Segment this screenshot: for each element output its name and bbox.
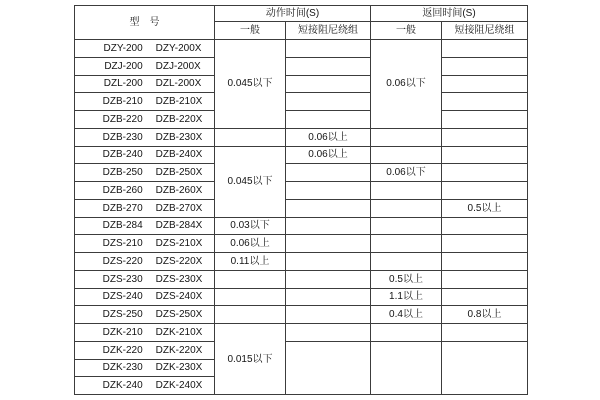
act-gen-value-cell: 0.015以下 [215,324,286,395]
model-code-x: DZS-240X [155,291,203,303]
model-cell [75,253,215,271]
ret-gen-value-cell [371,324,442,342]
model-code: DZS-230 [102,273,143,285]
model-code-x: DZK-230X [155,362,203,374]
ret-gen-value-cell [371,146,442,164]
ret-gen-value-cell [371,253,442,271]
col-header-action-general: 一般 [215,22,286,40]
model-code: DZB-240 [102,149,143,161]
col-header-action-time: 动作时间(S) [215,6,371,22]
act-damp-value-cell [286,93,371,111]
ret-gen-value-cell: 1.1以上 [371,288,442,306]
ret-gen-value-cell: 0.06以下 [371,40,442,129]
table-row [75,128,528,146]
model-code-x: DZB-250X [155,167,203,179]
act-gen-value-cell: 0.045以下 [215,146,286,217]
ret-damp-value-cell [442,235,528,253]
act-damp-value-cell [286,75,371,93]
act-damp-value-cell [286,270,371,288]
table-row [75,199,528,217]
ret-gen-value-cell: 0.06以下 [371,164,442,182]
model-cell [75,164,215,182]
act-damp-value-cell [286,288,371,306]
model-code: DZK-210 [102,326,143,338]
model-code: DZB-284 [102,220,143,232]
model-code: DZB-230 [102,131,143,143]
table-row [75,235,528,253]
ret-damp-value-cell [442,341,528,394]
relay-timing-table [74,5,528,395]
model-code: DZK-220 [102,344,143,356]
model-cell [75,128,215,146]
table-row [75,57,528,75]
ret-damp-value-cell [442,75,528,93]
model-code: DZK-230 [102,362,143,374]
ret-damp-value-cell [442,111,528,129]
col-header-return-damping: 短接阻尼绕组 [442,22,528,40]
model-code: DZB-250 [102,167,143,179]
model-cell [75,111,215,129]
model-cell [75,235,215,253]
model-code: DZK-240 [102,380,143,392]
ret-damp-value-cell [442,324,528,342]
col-header-model: 型 号 [75,6,215,40]
model-code: DZS-210 [102,238,143,250]
model-code: DZL-200 [103,78,143,90]
table-row [75,75,528,93]
model-code: DZJ-200 [104,60,143,72]
model-cell [75,199,215,217]
act-gen-value-cell: 0.11以上 [215,253,286,271]
ret-damp-value-cell [442,93,528,111]
act-damp-value-cell: 0.06以上 [286,128,371,146]
act-damp-value-cell [286,164,371,182]
model-code-x: DZS-250X [155,309,203,321]
act-damp-value-cell [286,111,371,129]
model-code-x: DZB-260X [155,184,203,196]
ret-damp-value-cell [442,253,528,271]
table-row [75,324,528,342]
model-code-x: DZS-230X [155,273,203,285]
ret-gen-value-cell [371,341,442,394]
model-code-x: DZL-200X [155,78,202,90]
model-cell [75,182,215,200]
ret-damp-value-cell [442,164,528,182]
act-damp-value-cell [286,57,371,75]
ret-damp-value-cell [442,57,528,75]
ret-gen-value-cell: 0.5以上 [371,270,442,288]
act-gen-value-cell [215,128,286,146]
table-row [75,270,528,288]
table-row [75,146,528,164]
model-code: DZB-270 [102,202,143,214]
act-damp-value-cell [286,217,371,235]
col-header-return-general: 一般 [371,22,442,40]
ret-gen-value-cell [371,199,442,217]
model-code-x: DZB-240X [155,149,203,161]
act-damp-value-cell [286,199,371,217]
ret-damp-value-cell [442,217,528,235]
model-cell [75,93,215,111]
model-cell [75,270,215,288]
col-header-action-damping: 短接阻尼绕组 [286,22,371,40]
ret-damp-value-cell [442,288,528,306]
table-row [75,288,528,306]
act-gen-value-cell [215,306,286,324]
ret-damp-value-cell [442,40,528,58]
act-damp-value-cell [286,324,371,342]
act-gen-value-cell: 0.03以下 [215,217,286,235]
ret-damp-value-cell [442,128,528,146]
model-cell [75,217,215,235]
act-damp-value-cell [286,341,371,394]
model-code: DZS-250 [102,309,143,321]
act-damp-value-cell [286,306,371,324]
header-row-groups [75,6,528,22]
model-cell [75,57,215,75]
ret-gen-value-cell [371,128,442,146]
ret-gen-value-cell [371,235,442,253]
model-code: DZS-240 [102,291,143,303]
table-row [75,341,528,359]
act-damp-value-cell: 0.06以上 [286,146,371,164]
model-cell [75,306,215,324]
model-code-x: DZB-270X [155,202,203,214]
act-damp-value-cell [286,253,371,271]
model-code: DZB-260 [102,184,143,196]
model-cell [75,324,215,342]
ret-damp-value-cell [442,182,528,200]
table-row [75,217,528,235]
model-code-x: DZS-210X [155,238,203,250]
model-cell [75,146,215,164]
ret-damp-value-cell: 0.8以上 [442,306,528,324]
act-gen-value-cell: 0.06以上 [215,235,286,253]
model-code-x: DZJ-200X [155,60,201,72]
model-code: DZB-220 [102,113,143,125]
model-code-x: DZY-200X [155,42,202,54]
table-row [75,40,528,58]
ret-gen-value-cell [371,182,442,200]
ret-damp-value-cell [442,146,528,164]
ret-damp-value-cell: 0.5以上 [442,199,528,217]
model-code-x: DZB-210X [155,96,203,108]
act-damp-value-cell [286,40,371,58]
model-code: DZY-200 [103,42,143,54]
act-damp-value-cell [286,235,371,253]
model-code: DZS-220 [102,255,143,267]
model-code-x: DZS-220X [155,255,203,267]
model-cell [75,377,215,395]
table-row [75,306,528,324]
ret-damp-value-cell [442,270,528,288]
model-code: DZB-210 [102,96,143,108]
model-cell [75,288,215,306]
table-row [75,93,528,111]
act-damp-value-cell [286,182,371,200]
model-cell [75,359,215,377]
model-code-x: DZB-220X [155,113,203,125]
table-row [75,182,528,200]
model-cell [75,75,215,93]
col-header-return-time: 返回时间(S) [371,6,528,22]
table-row [75,164,528,182]
model-cell [75,341,215,359]
model-code-x: DZB-230X [155,131,203,143]
model-code-x: DZK-210X [155,326,203,338]
act-gen-value-cell [215,270,286,288]
model-code-x: DZB-284X [155,220,203,232]
ret-gen-value-cell [371,217,442,235]
model-code-x: DZK-220X [155,344,203,356]
model-cell [75,40,215,58]
table-body [75,40,528,395]
ret-gen-value-cell: 0.4以上 [371,306,442,324]
table-row [75,111,528,129]
act-gen-value-cell [215,288,286,306]
act-gen-value-cell: 0.045以下 [215,40,286,129]
model-code-x: DZK-240X [155,380,203,392]
table-row [75,253,528,271]
